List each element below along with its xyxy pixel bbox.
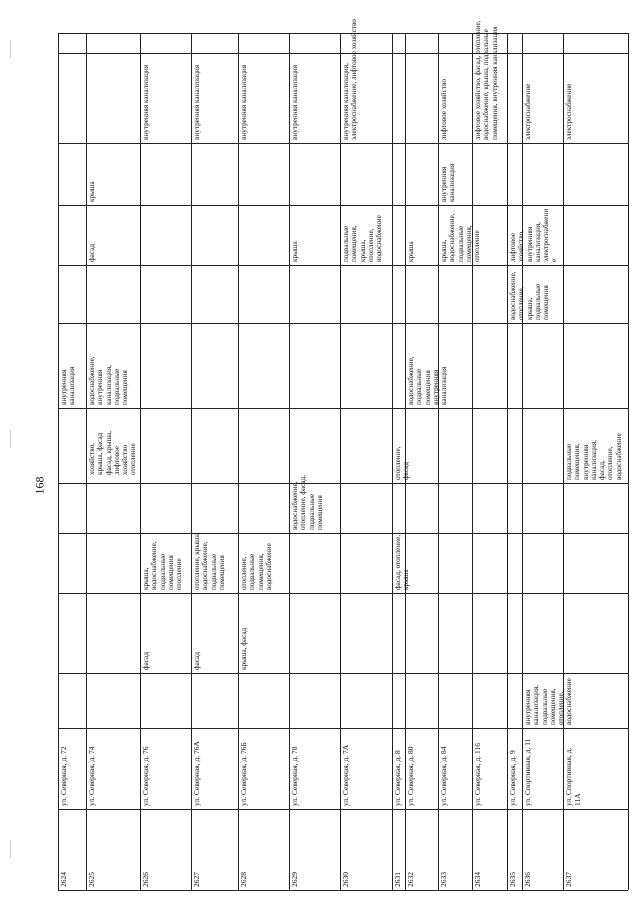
table-cell: водоснабжение, подвальные помещения внутренняя канализация: [407, 356, 449, 405]
row-address: ул. Северная, д. 7А: [341, 744, 350, 806]
row-address: ул. Северная, д. 74: [87, 746, 96, 806]
row-address: ул. Северная, д. 76А: [192, 741, 201, 806]
table-cell: фасад, отопление, крыша: [394, 534, 411, 590]
row-number: 2634: [473, 872, 482, 887]
row-number: 2631: [393, 872, 402, 887]
row-number: 2635: [508, 872, 517, 887]
table-cell: внутренняя канализация: [291, 64, 299, 140]
table-cell: внутренняя канализация: [142, 64, 150, 140]
row-address: ул. Северная, д. 78: [290, 746, 299, 806]
table-cell: водоснабжение, отопление, фасад, подвальные помещения: [291, 474, 324, 530]
table-cell: подвальные помещения, крыша, отопление, водоснабжение: [342, 215, 384, 262]
scan-mark: [10, 430, 11, 448]
row-number: 2633: [439, 872, 448, 887]
table-cell: внутренняя канализация: [60, 366, 77, 405]
row-address: ул. Северная, д. 80: [406, 746, 415, 806]
table-column-rule: [58, 483, 628, 484]
row-number: 2637: [564, 872, 573, 887]
table-column-rule: [58, 323, 628, 324]
table-cell: внутренняя канализация, электроснабжение, лифтовое хозяйство: [342, 19, 359, 140]
table-cell: крыша, фасад: [240, 627, 248, 670]
table-cell: лифтовое хозяйство, внутренняя канализация, электроснабжени е: [509, 208, 559, 262]
table-cell: фасад: [193, 652, 201, 670]
row-address: ул. Северная, д. 76Б: [239, 742, 248, 806]
row-address: ул. Северная, д. 9: [508, 750, 517, 806]
table-cell: внутренняя канализация: [240, 64, 248, 140]
table-cell: крыша: [407, 241, 415, 262]
table-column-rule: [58, 890, 628, 891]
row-address: ул. Северная, д. 116: [473, 743, 482, 806]
table-cell: крыша, водоснабжение, подвальные помещения отопление: [142, 541, 184, 590]
table-column-rule: [58, 533, 628, 534]
table-cell: водоснабжение, внутренняя канализация, подвальные помещения: [88, 356, 130, 405]
row-address: ул. Северная, д. 84: [439, 746, 448, 806]
table-cell: отопление, подвальные помещения, водоснабжение: [240, 543, 273, 590]
table-cell: внутренняя канализация: [193, 64, 201, 140]
row-address: ул. Северная, д. 72: [59, 746, 68, 806]
table-cell: отопление, фасад: [394, 446, 411, 480]
row-address: ул. Спортивная, д. 11А: [564, 747, 582, 806]
table-cell: отопление, крыша, водоснабжение, подвальные помещения: [193, 532, 226, 590]
table-cell: внутренняя канализация: [440, 163, 457, 202]
table-column-rule: [58, 265, 628, 266]
row-number: 2625: [87, 872, 96, 887]
row-address: ул. Спортивная, д. 11: [523, 738, 532, 806]
table-cell: лифтовое хозяйство, фасад, отопление, водоснабжение, крыша, подвальные помещения, внутренняя канализация: [474, 20, 499, 140]
row-address: ул. Северная, д. 8: [393, 750, 402, 806]
table-cell: внутренняя канализация, подвальные помещения, отопление, водоснабжение: [524, 678, 574, 725]
table-cell: подвальные помещения, внутренняя канализация, фасад, отопление, водоснабжение: [565, 433, 623, 480]
table-cell: электроснабжение: [524, 83, 532, 140]
row-number: 2630: [341, 872, 350, 887]
table-cell: крыша, водоснабжение, подвальные помещения, отопление: [440, 213, 482, 262]
table-column-rule: [58, 408, 628, 409]
row-number: 2636: [523, 872, 532, 887]
table-cell: лифтовое хозяйство: [440, 79, 448, 140]
works-table: [58, 19, 628, 890]
row-number: 2629: [290, 872, 299, 887]
table-column-rule: [58, 673, 628, 674]
table-column-rule: [58, 728, 628, 729]
table-column-rule: [58, 593, 628, 594]
scan-mark: [10, 840, 11, 858]
table-row-rule: [628, 33, 629, 890]
row-number: 2624: [59, 872, 68, 887]
row-number: 2627: [192, 872, 201, 887]
row-number: 2628: [239, 872, 248, 887]
table-column-rule: [58, 143, 628, 144]
table-cell: водоснабжение, отопление, крыша, подвальные помещения: [509, 271, 551, 320]
table-cell: крыша: [291, 241, 299, 262]
table-column-rule: [58, 205, 628, 206]
page-number: 168: [32, 476, 47, 495]
scan-mark: [10, 40, 11, 58]
row-address: ул. Северная, д. 76: [141, 746, 150, 806]
table-column-rule: [58, 809, 628, 810]
table-cell: фасад: [142, 652, 150, 670]
table-cell: электроснабжение: [565, 83, 573, 140]
table-cell: фасад: [88, 244, 96, 262]
carried-over-cell: хозяйство, крыша, фасад фасад, крыша, лифтовое хозяйство отопление: [88, 430, 138, 475]
table-cell: крыша: [88, 181, 96, 202]
row-number: 2632: [406, 872, 415, 887]
row-number: 2626: [141, 872, 150, 887]
